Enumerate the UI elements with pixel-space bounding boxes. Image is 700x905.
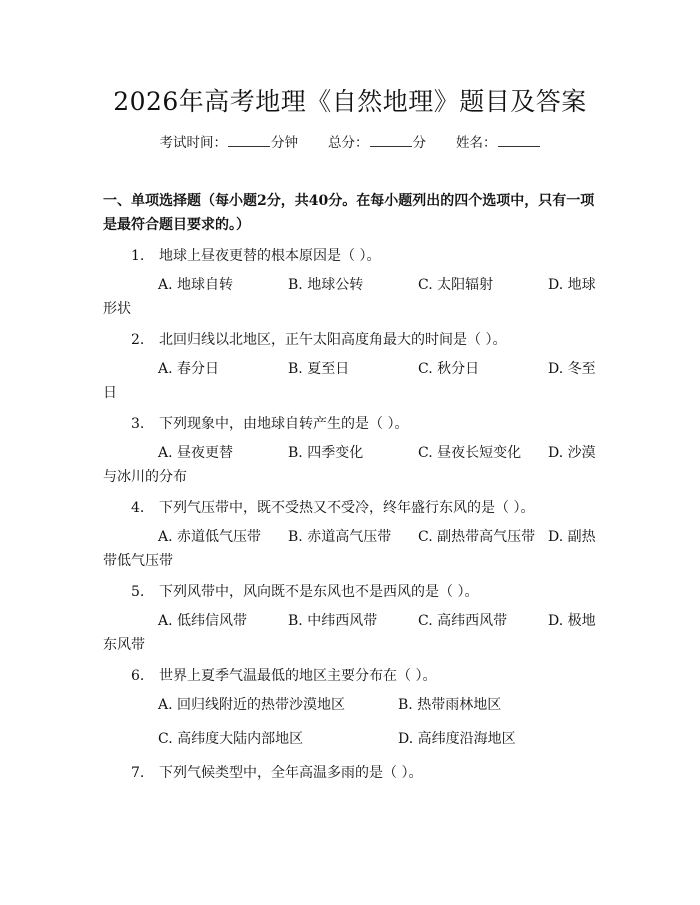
name-label: 姓名： (456, 135, 497, 151)
question-number: 6. (131, 668, 145, 684)
option-c: C. 副热带高气压带 (418, 529, 536, 545)
option-c: C. 太阳辐射 (418, 277, 494, 293)
option-d: D. 地球 (548, 277, 596, 293)
option-c: C. 高纬度大陆内部地区 (158, 731, 304, 747)
question-stem (131, 497, 534, 517)
option-row (103, 273, 598, 321)
question-stem (131, 581, 478, 601)
option-d-continuation: 与冰川的分布 (103, 469, 187, 485)
question-stem (131, 329, 506, 349)
option-d-continuation: 东风带 (103, 637, 145, 653)
option-c: C. 高纬西风带 (418, 613, 508, 629)
page-title: 2026年高考地理《自然地理》题目及答案 (113, 87, 587, 116)
option-b: B. 四季变化 (288, 445, 364, 461)
score-blank (370, 134, 412, 147)
question-stem (131, 762, 422, 782)
option-d: D. 副热 (548, 529, 596, 545)
option-a: A. 地球自转 (158, 277, 234, 293)
question-text: 下列气候类型中，全年高温多雨的是（ ）。 (159, 765, 423, 781)
exam-meta (0, 131, 700, 151)
option-b: B. 夏至日 (288, 361, 350, 377)
name-blank (498, 134, 540, 147)
option-d-continuation: 日 (103, 385, 117, 401)
question-text: 下列风带中，风向既不是东风也不是西风的是（ ）。 (159, 584, 479, 600)
score-label: 总分： (328, 135, 369, 151)
question-text: 地球上昼夜更替的根本原因是（ ）。 (159, 248, 381, 264)
question-number: 3. (131, 416, 145, 432)
question-number: 1. (131, 248, 145, 264)
question-stem (131, 245, 380, 265)
question-text: 下列现象中，由地球自转产生的是（ ）。 (159, 416, 409, 432)
question-number: 4. (131, 500, 145, 516)
question-text: 北回归线以北地区，正午太阳高度角最大的时间是（ ）。 (159, 332, 507, 348)
question-stem (131, 413, 408, 433)
option-b: B. 地球公转 (288, 277, 364, 293)
option-row (103, 441, 598, 489)
score-unit: 分 (412, 135, 426, 151)
option-c: C. 昼夜长短变化 (418, 445, 522, 461)
option-a: A. 赤道低气压带 (158, 529, 262, 545)
option-a: A. 低纬信风带 (158, 613, 248, 629)
option-b: B. 中纬西风带 (288, 613, 378, 629)
option-d: D. 冬至 (548, 361, 596, 377)
option-d: D. 沙漠 (548, 445, 596, 461)
question-number: 2. (131, 332, 145, 348)
time-unit: 分钟 (271, 135, 298, 151)
option-row (103, 357, 598, 405)
time-label: 考试时间： (159, 135, 227, 151)
option-row (103, 525, 598, 573)
option-d: D. 极地 (548, 613, 596, 629)
question-number: 7. (131, 765, 145, 781)
option-a: A. 回归线附近的热带沙漠地区 (158, 697, 346, 713)
option-d-continuation: 带低气压带 (103, 553, 173, 569)
option-c: C. 秋分日 (418, 361, 480, 377)
question-text: 世界上夏季气温最低的地区主要分布在（ ）。 (159, 668, 437, 684)
time-blank (228, 134, 270, 147)
option-row (103, 727, 598, 751)
option-b: B. 热带雨林地区 (398, 697, 502, 713)
question-stem (131, 665, 436, 685)
option-row (103, 693, 598, 717)
section-heading: 一、单项选择题（每小题2分，共40分。在每小题列出的四个选项中，只有一项是最符合题目要求的。） (103, 193, 595, 233)
option-row (103, 609, 598, 657)
option-d: D. 高纬度沿海地区 (398, 731, 516, 747)
question-text: 下列气压带中，既不受热又不受冷，终年盛行东风的是（ ）。 (159, 500, 535, 516)
option-b: B. 赤道高气压带 (288, 529, 392, 545)
option-a: A. 昼夜更替 (158, 445, 234, 461)
question-number: 5. (131, 584, 145, 600)
option-a: A. 春分日 (158, 361, 220, 377)
option-d-continuation: 形状 (103, 301, 131, 317)
